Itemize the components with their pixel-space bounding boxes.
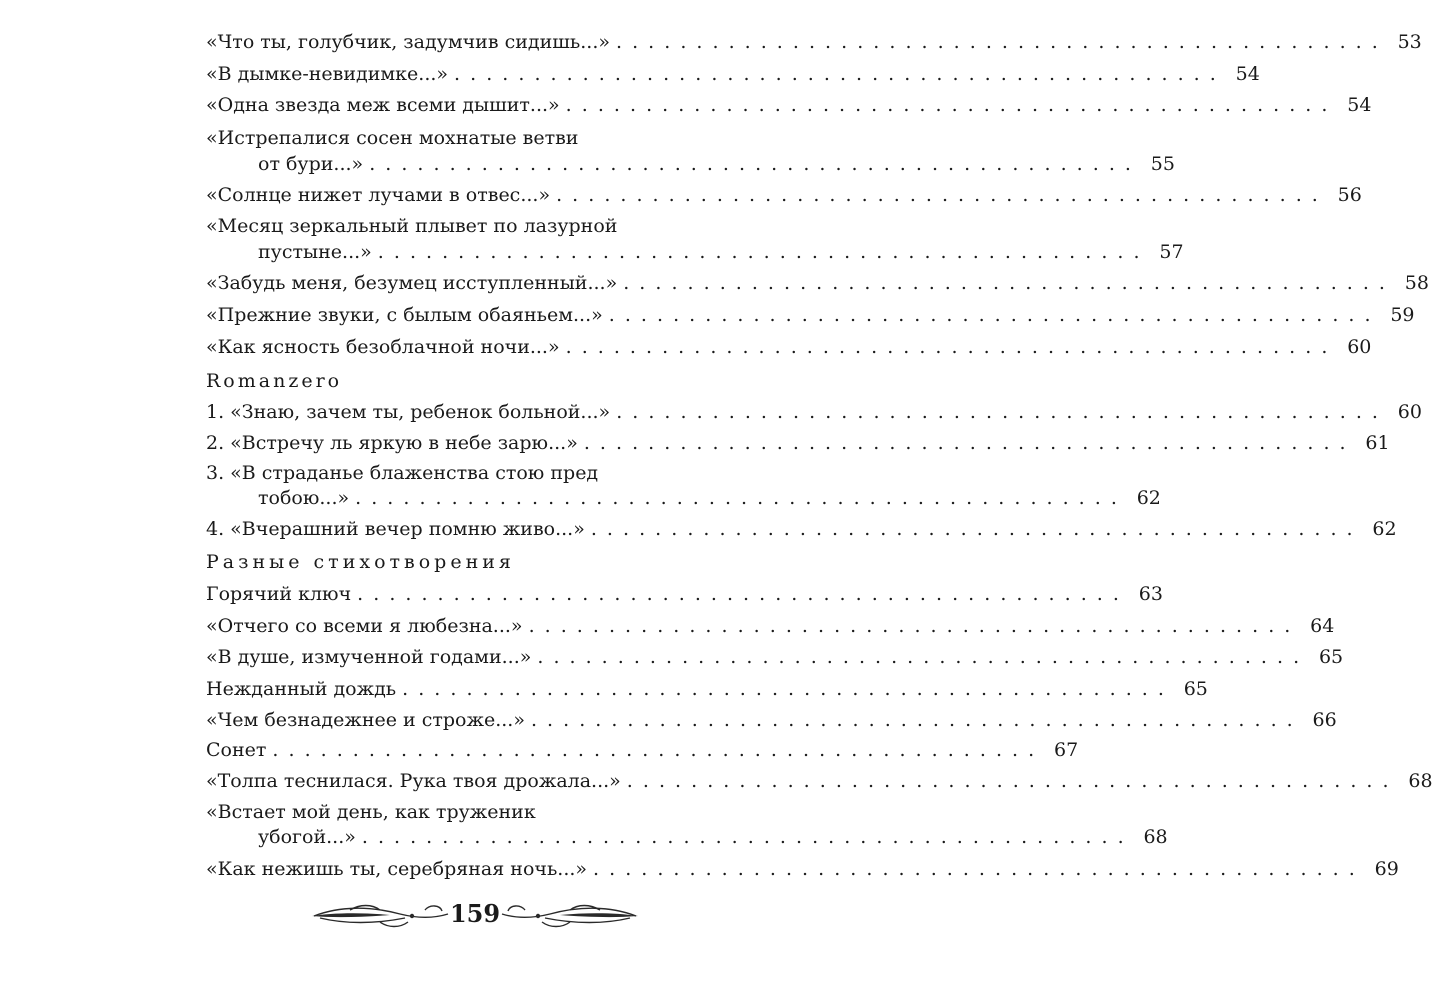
toc-title: «Как ясность безоблачной ночи...» [206,336,560,358]
toc-title: 4. «Вчерашний вечер помню живо...» [206,518,585,540]
section-heading-romanzero: Romanzero [206,370,343,392]
toc-title: «Одна звезда меж всеми дышит...» [206,94,560,116]
leader-dots: . . . . . . . . . . . . . . . . . . . . . . . . . . . . . . . . . . . . . . . . . . . . . . . . [530,709,1295,731]
leader-dots: . . . . . . . . . . . . . . . . . . . . . . . . . . . . . . . . . . . . . . . . . . . . . . . . [454,63,1218,85]
toc-entry [206,582,1163,606]
leader-dots: . . . . . . . . . . . . . . . . . . . . . . . . . . . . . . . . . . . . . . . . . . . . . . . . [590,518,1355,540]
toc-title-line1: «Встает мой день, как труженик [206,801,536,823]
toc-title: «Забудь меня, безумец исступленный...» [206,272,618,294]
leader-dots: . . . . . . . . . . . . . . . . . . . . . . . . . . . . . . . . . . . . . . . . . . . . . . . . [583,432,1348,454]
toc-title-line1: «Истрепалися сосен мохнатые ветви [206,127,579,149]
toc-title: «В душе, измученной годами...» [206,646,532,668]
leader-dots: . . . . . . . . . . . . . . . . . . . . . . . . . . . . . . . . . . . . . . . . . . . . . . . . [556,184,1320,206]
toc-page: 54 [1347,94,1372,116]
toc-title: 1. «Знаю, зачем ты, ребенок больной...» [206,401,611,423]
leader-dots: . . . . . . . . . . . . . . . . . . . . . . . . . . . . . . . . . . . . . . . . . . . . . . . . [616,401,1380,423]
toc-entry [206,303,1415,327]
toc-title-line1: 3. «В страданье блаженства стою пред [206,462,599,484]
toc-entry [206,183,1362,207]
toc-page: 61 [1365,432,1390,454]
toc-page: 69 [1374,858,1399,880]
toc-title: 2. «Встречу ль яркую в небе зарю...» [206,432,578,454]
toc-entry [206,769,1433,793]
toc-entry [206,486,1161,510]
toc-title: Нежданный дождь [206,678,397,700]
leader-dots: . . . . . . . . . . . . . . . . . . . . . . . . . . . . . . . . . . . . . . . . . . . . . . . . [537,646,1302,668]
toc-entry [206,677,1208,701]
toc-page: 62 [1136,487,1161,509]
toc-entry [206,645,1344,669]
toc-title: «Прежние звуки, с былым обаяньем...» [206,304,603,326]
leader-dots: . . . . . . . . . . . . . . . . . . . . . . . . . . . . . . . . . . . . . . . . . . . . . . . . [377,241,1142,263]
toc-entry [206,431,1390,455]
toc-title-line2: от бури...» [258,153,364,175]
leader-dots: . . . . . . . . . . . . . . . . . . . . . . . . . . . . . . . . . . . . . . . . . . . . . . . . [357,583,1121,605]
toc-title: «Как нежишь ты, серебряная ночь...» [206,858,588,880]
leader-dots: . . . . . . . . . . . . . . . . . . . . . . . . . . . . . . . . . . . . . . . . . . . . . . . . [402,678,1166,700]
toc-entry [206,400,1422,424]
toc-entry [206,857,1399,881]
toc-page: 68 [1408,770,1433,792]
toc-entry [206,517,1397,541]
toc-title-line2: убогой...» [258,826,356,848]
toc-page: 66 [1312,709,1337,731]
toc-entry [206,152,1175,176]
toc-title: «Что ты, голубчик, задумчив сидишь...» [206,31,611,53]
toc-page: 56 [1337,184,1362,206]
toc-title: Горячий ключ [206,583,352,605]
leader-dots: . . . . . . . . . . . . . . . . . . . . . . . . . . . . . . . . . . . . . . . . . . . . . . . . [608,304,1373,326]
toc-entry [206,614,1335,638]
toc-entry [206,738,1079,762]
leader-dots: . . . . . . . . . . . . . . . . . . . . . . . . . . . . . . . . . . . . . . . . . . . . . . . . [626,770,1391,792]
toc-title: «Отчего со всеми я любезна...» [206,615,523,637]
toc-page: 54 [1235,63,1260,85]
leader-dots: . . . . . . . . . . . . . . . . . . . . . . . . . . . . . . . . . . . . . . . . . . . . . . . . [593,858,1357,880]
toc-page: 65 [1318,646,1344,668]
toc-page: 58 [1404,272,1429,294]
toc-page: 62 [1372,518,1397,540]
toc-entry [206,93,1372,117]
page-number: 159 [449,899,501,928]
leader-dots: . . . . . . . . . . . . . . . . . . . . . . . . . . . . . . . . . . . . . . . . . . . . . . . . [528,615,1293,637]
toc-title-line2: пустыне...» [258,241,372,263]
toc-title: «Солнце нижет лучами в отвес...» [206,184,551,206]
leader-dots: . . . . . . . . . . . . . . . . . . . . . . . . . . . . . . . . . . . . . . . . . . . . . . . . [565,94,1330,116]
toc-page: 57 [1159,241,1184,263]
toc-title-line2: тобою...» [258,487,350,509]
toc-title: Сонет [206,739,267,761]
toc-page: 63 [1138,583,1163,605]
toc-entry [206,708,1337,732]
toc-title: «Толпа теснилася. Рука твоя дрожала...» [206,770,621,792]
toc-title: «Чем безнадежнее и строже...» [206,709,525,731]
toc-entry [206,62,1260,86]
leader-dots: . . . . . . . . . . . . . . . . . . . . . . . . . . . . . . . . . . . . . . . . . . . . . . . . [272,739,1037,761]
toc-entry [206,240,1184,264]
leader-dots: . . . . . . . . . . . . . . . . . . . . . . . . . . . . . . . . . . . . . . . . . . . . . . . . [623,272,1387,294]
page-footer [310,896,640,936]
leader-dots: . . . . . . . . . . . . . . . . . . . . . . . . . . . . . . . . . . . . . . . . . . . . . . . . [369,153,1133,175]
toc-entry [206,30,1422,54]
toc-page: 53 [1397,31,1422,53]
toc-entry [206,335,1372,359]
toc-page: 60 [1347,336,1372,358]
toc-title-line1: «Месяц зеркальный плывет по лазурной [206,215,618,237]
toc-entry [206,825,1168,849]
section-heading-various: Разные стихотворения [206,551,515,573]
toc-page: 59 [1390,304,1415,326]
leader-dots: . . . . . . . . . . . . . . . . . . . . . . . . . . . . . . . . . . . . . . . . . . . . . . . . [616,31,1380,53]
toc-page: 65 [1183,678,1208,700]
toc-entry [206,271,1429,295]
toc-title: «В дымке-невидимке...» [206,63,449,85]
leader-dots: . . . . . . . . . . . . . . . . . . . . . . . . . . . . . . . . . . . . . . . . . . . . . . . . [361,826,1126,848]
toc-page: 68 [1143,826,1168,848]
toc-page: 55 [1150,153,1175,175]
leader-dots: . . . . . . . . . . . . . . . . . . . . . . . . . . . . . . . . . . . . . . . . . . . . . . . . [355,487,1119,509]
toc-page: 64 [1310,615,1335,637]
toc-page: 67 [1053,739,1079,761]
toc-page: 60 [1397,401,1422,423]
leader-dots: . . . . . . . . . . . . . . . . . . . . . . . . . . . . . . . . . . . . . . . . . . . . . . . . [565,336,1330,358]
